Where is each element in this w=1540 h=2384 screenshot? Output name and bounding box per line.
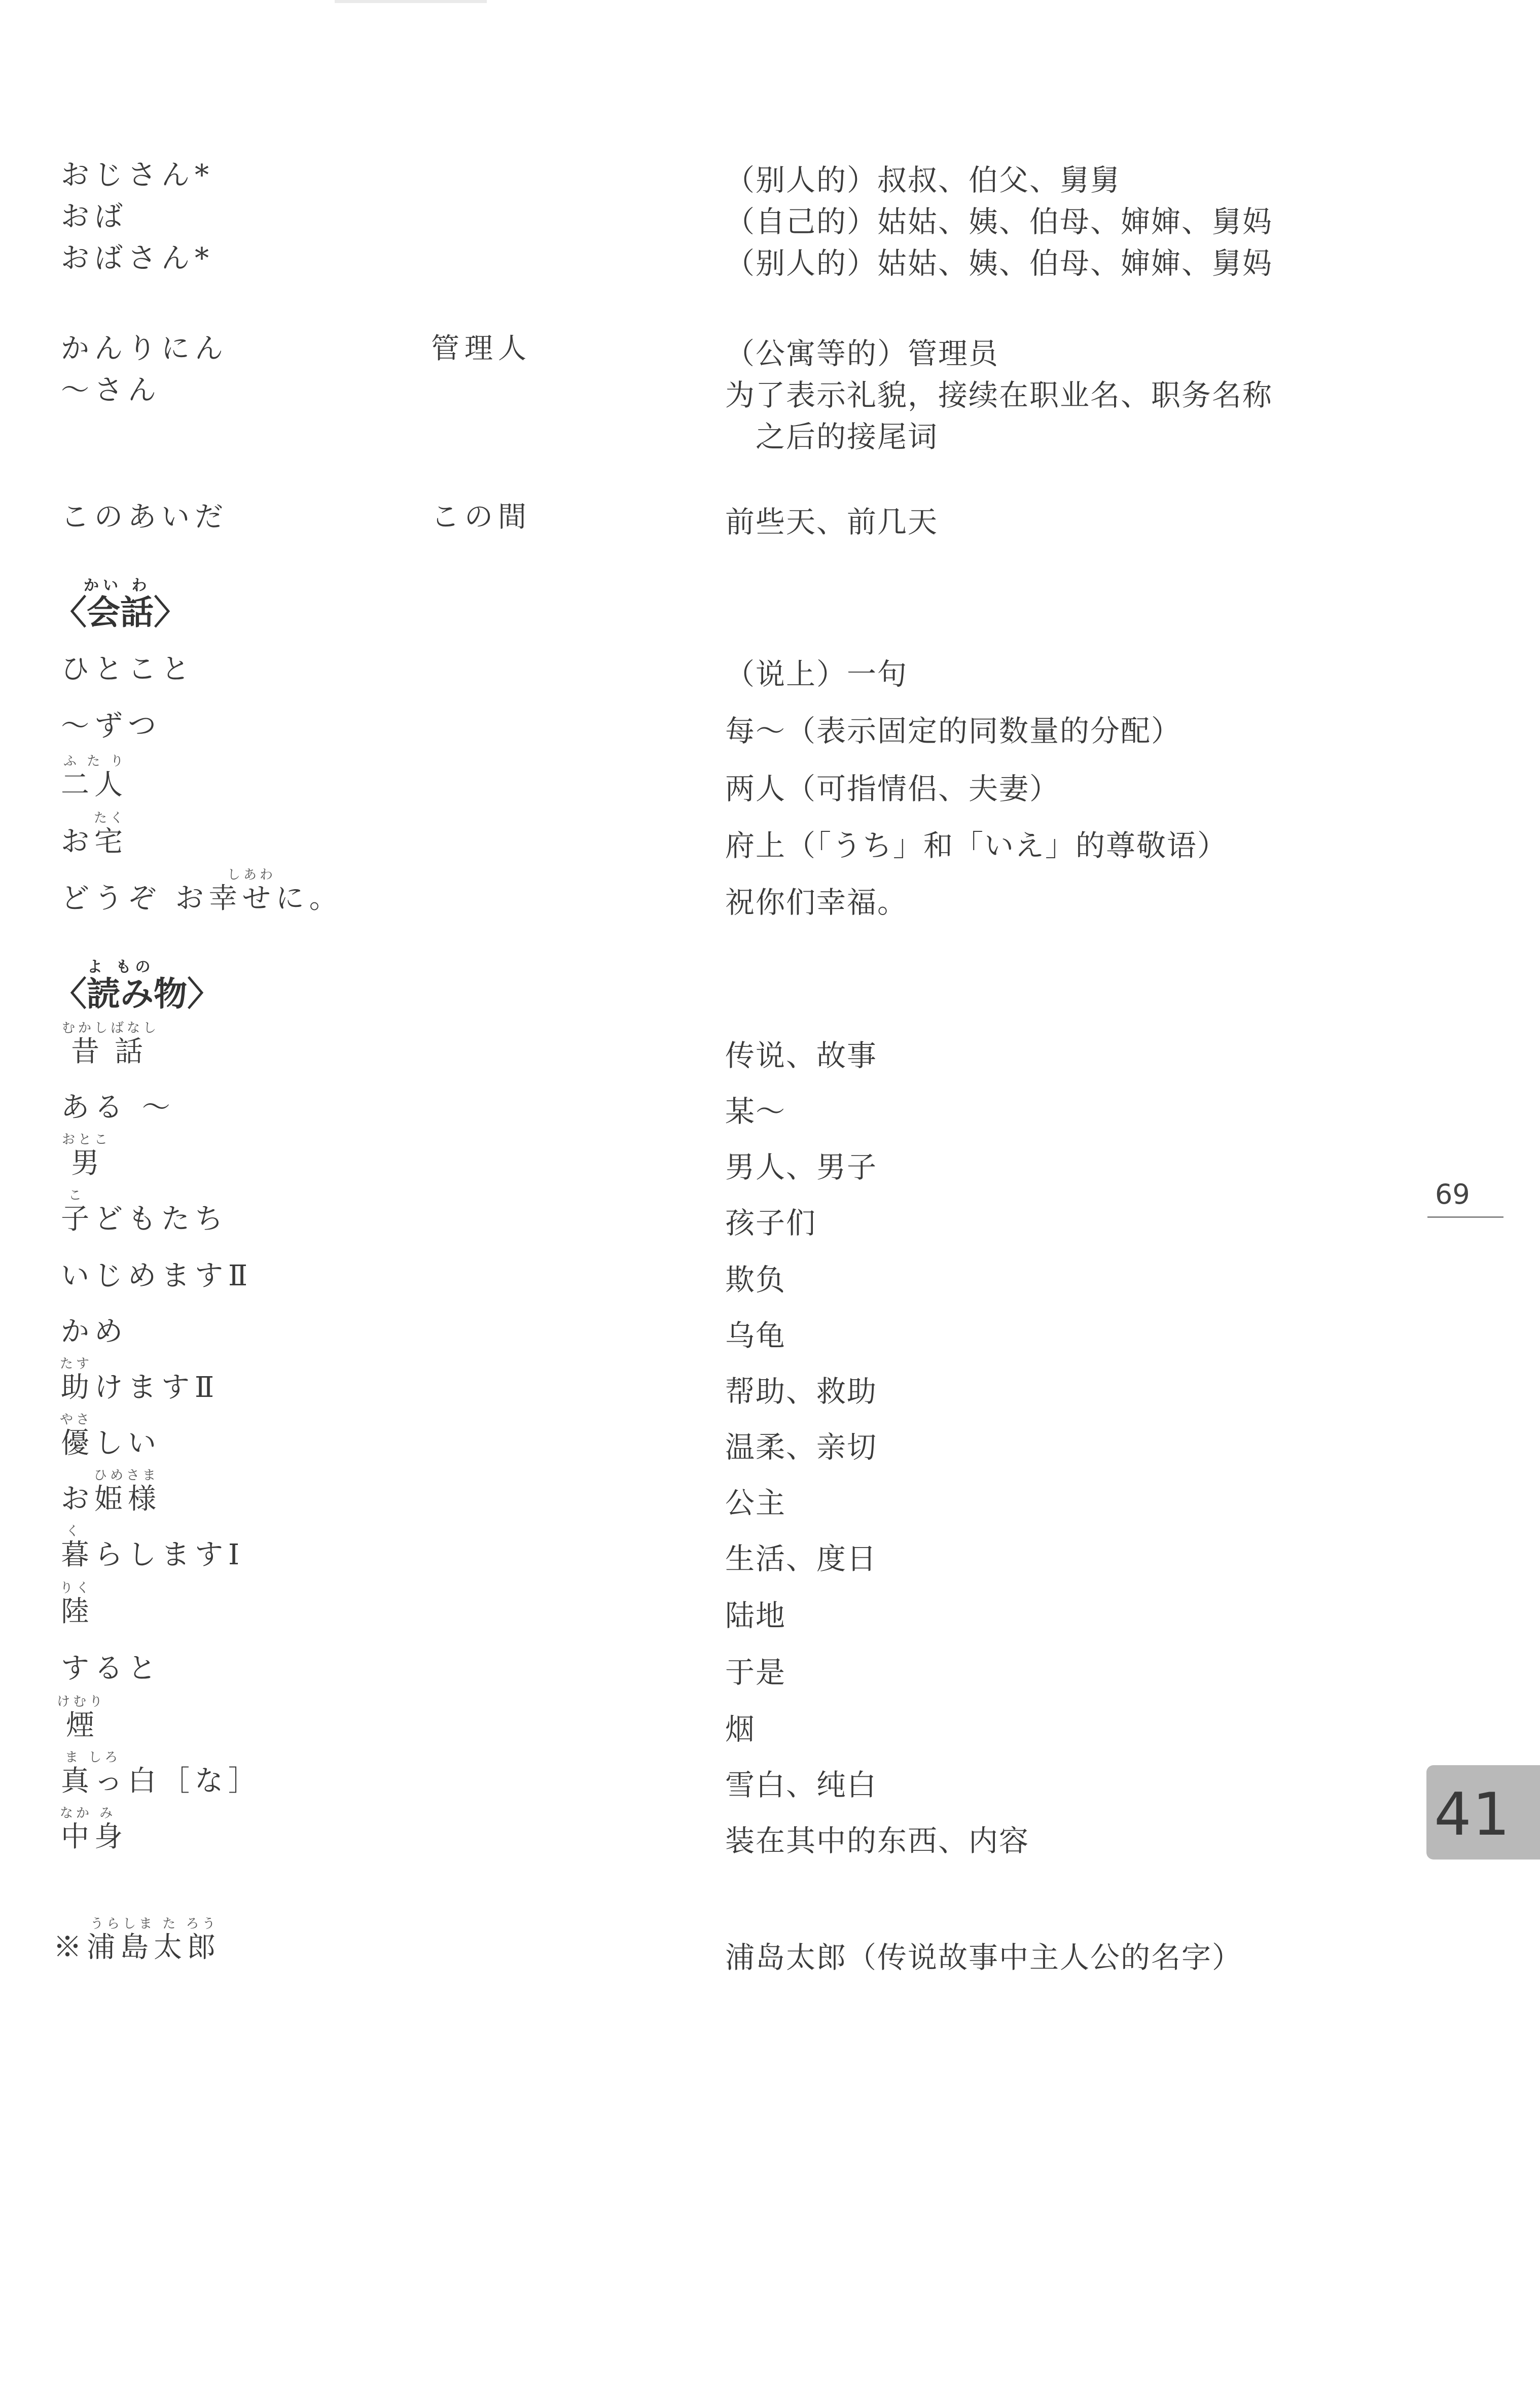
word-meaning: 浦岛太郎（传说故事中主人公的名字） bbox=[725, 1940, 1243, 1975]
word-kanji: 管理人 bbox=[431, 332, 531, 365]
word-meaning: 欺负 bbox=[725, 1263, 786, 1297]
word-ruby: うらしま た ろう bbox=[90, 1916, 219, 1932]
word-japanese: お姫様 bbox=[61, 1483, 161, 1516]
word-meaning: 祝你们幸福。 bbox=[725, 885, 908, 920]
word-ruby: こ bbox=[68, 1188, 85, 1203]
word-japanese: おば bbox=[61, 200, 128, 233]
word-meaning: 男人、男子 bbox=[725, 1150, 878, 1184]
word-japanese: どうぞ お幸せに。 bbox=[61, 882, 343, 915]
word-japanese: お宅 bbox=[61, 825, 128, 858]
word-meaning: 前些天、前几天 bbox=[725, 505, 939, 539]
word-meaning: 传说、故事 bbox=[725, 1038, 878, 1073]
word-ruby: むかしばなし bbox=[62, 1021, 160, 1036]
word-japanese: おばさん* bbox=[61, 242, 214, 275]
word-meaning: 每～（表示固定的同数量的分配） bbox=[725, 714, 1182, 748]
word-japanese: かんりにん bbox=[61, 332, 228, 365]
word-meaning: 温柔、亲切 bbox=[725, 1430, 878, 1464]
word-japanese: 子どもたち bbox=[61, 1203, 228, 1236]
word-meaning: 某～ bbox=[725, 1094, 786, 1129]
word-meaning: 烟 bbox=[725, 1712, 756, 1746]
word-japanese: 陸 bbox=[61, 1595, 94, 1628]
word-meaning: 乌龟 bbox=[725, 1318, 786, 1353]
word-japanese: かめ bbox=[61, 1315, 128, 1348]
word-japanese: すると bbox=[61, 1652, 161, 1685]
word-japanese: 二人 bbox=[61, 768, 128, 801]
word-japanese: いじめますⅡ bbox=[61, 1259, 253, 1292]
word-japanese: ひとこと bbox=[61, 653, 195, 686]
section-heading-ruby: かい わ bbox=[84, 577, 151, 594]
word-ruby: く bbox=[66, 1524, 83, 1539]
word-japanese: 煙 bbox=[66, 1709, 99, 1742]
word-meaning: 装在其中的东西、内容 bbox=[725, 1824, 1030, 1858]
word-japanese: 中身 bbox=[61, 1820, 128, 1853]
word-japanese: おじさん* bbox=[61, 159, 214, 192]
word-meaning: 为了表示礼貌，接续在职业名、职务名称 bbox=[725, 378, 1273, 412]
word-meaning-continued: 之后的接尾词 bbox=[756, 419, 939, 454]
word-japanese: 男 bbox=[71, 1147, 104, 1180]
word-japanese: 暮らしますⅠ bbox=[61, 1538, 245, 1571]
word-japanese: 優しい bbox=[61, 1427, 161, 1460]
word-japanese: 助けますⅡ bbox=[61, 1371, 220, 1404]
word-ruby: なか み bbox=[60, 1806, 116, 1821]
word-meaning: 府上（「うち」和「いえ」的尊敬语） bbox=[725, 828, 1228, 863]
word-meaning: 陆地 bbox=[725, 1598, 786, 1633]
word-japanese: このあいだ bbox=[61, 501, 228, 534]
word-meaning: （说上）一句 bbox=[725, 657, 908, 691]
word-ruby: ふ た り bbox=[63, 754, 127, 769]
word-ruby: たく bbox=[94, 811, 127, 826]
word-meaning: 帮助、救助 bbox=[725, 1374, 878, 1409]
word-japanese: 昔話 bbox=[71, 1035, 158, 1068]
word-japanese: ～ずつ bbox=[61, 710, 161, 743]
page-number: 69 bbox=[1435, 1178, 1470, 1210]
page-number-underline bbox=[1427, 1216, 1503, 1218]
word-kanji: この間 bbox=[431, 501, 531, 534]
top-edge-mark bbox=[335, 0, 487, 3]
word-ruby: ま しろ bbox=[65, 1750, 121, 1765]
word-ruby: やさ bbox=[60, 1412, 93, 1427]
word-ruby: おとこ bbox=[62, 1132, 111, 1147]
word-ruby: りく bbox=[60, 1581, 93, 1596]
word-ruby: しあわ bbox=[227, 867, 276, 883]
word-meaning: （别人的）姑姑、姨、伯母、婶婶、舅妈 bbox=[725, 246, 1273, 281]
word-meaning: （自己的）姑姑、姨、伯母、婶婶、舅妈 bbox=[725, 204, 1273, 239]
word-japanese: 真っ白［な］ bbox=[61, 1765, 262, 1798]
lesson-tab-number: 41 bbox=[1434, 1780, 1511, 1849]
word-meaning: 生活、度日 bbox=[725, 1541, 878, 1576]
word-ruby: たす bbox=[60, 1356, 93, 1372]
section-heading-ruby: よ もの bbox=[87, 958, 155, 976]
word-japanese: ※浦島太郎 bbox=[53, 1931, 221, 1964]
word-meaning: 公主 bbox=[725, 1486, 786, 1520]
word-meaning: 两人（可指情侣、夫妻） bbox=[725, 772, 1060, 806]
word-ruby: ひめさま bbox=[94, 1468, 159, 1483]
word-meaning: （公寓等的）管理员 bbox=[725, 336, 999, 371]
word-japanese: ある ～ bbox=[61, 1091, 175, 1124]
word-meaning: 于是 bbox=[725, 1655, 786, 1690]
word-japanese: ～さん bbox=[61, 374, 161, 407]
word-meaning: （别人的）叔叔、伯父、舅舅 bbox=[725, 163, 1121, 197]
word-meaning: 雪白、纯白 bbox=[725, 1768, 878, 1802]
section-heading-yomimono: 〈読み物〉 bbox=[53, 974, 221, 1013]
section-heading-kaiwa: 〈会話〉 bbox=[53, 593, 187, 632]
word-ruby: けむり bbox=[57, 1694, 106, 1709]
word-meaning: 孩子们 bbox=[725, 1206, 817, 1240]
